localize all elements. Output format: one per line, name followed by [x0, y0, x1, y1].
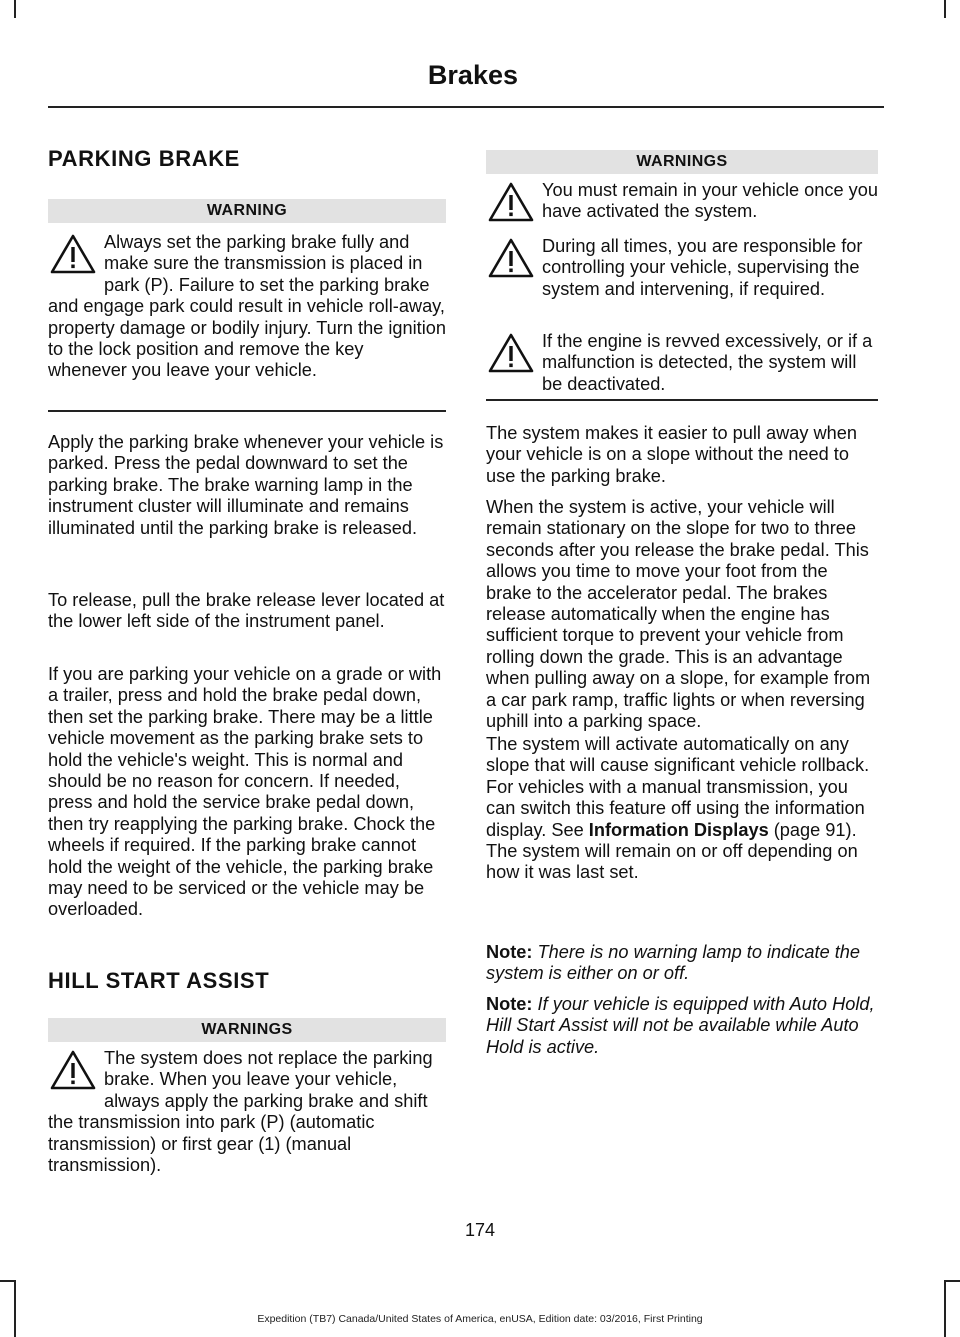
page-number: 174: [464, 1220, 496, 1240]
parking-warning-block: [48, 232, 446, 382]
paragraph: If you are parking your vehicle on a grade or with a trailer, press and hold the brake pedal down, then set the parking brake. There may be a little vehicle movement as the parking brake sets to hold the vehicle's weight. This is normal and should be no reason for concern. If needed, press and hold the service brake pedal down, then try reapplying the parking brake. Chock the wheels if required. If the parking brake cannot hold the weight of the vehicle, the parking brake may need to be serviced or the vehicle may be overloaded.: [48, 664, 442, 920]
crop-mark-bottom-right-h: [944, 1280, 960, 1282]
note-text: There is no warning lamp to indicate the system is either on or off.: [486, 942, 861, 984]
paragraph: When the system is active, your vehicle will remain stationary on the slope for two to three seconds after you release the brake pedal. This allows you time to move your foot from the brake to the accelerator pedal. The brakes release automatically when the engine has sufficient torque to prevent your vehicle from rolling down the grade. This is an advantage when pulling away on a slope, for example from a car park ramp, traffic lights or when reversing uphill into a parking space.: [486, 497, 871, 732]
warnings-bar: WARNINGS: [486, 150, 878, 174]
warning-text: If the engine is revved excessively, or if a malfunction is detected, the system will be deactivated.: [542, 331, 873, 394]
hill-start-assist-heading: HILL START ASSIST: [48, 968, 270, 993]
hill-warning-text: The system does not replace the parking brake. When you leave your vehicle, always apply the parking brake and shift the transmission into park (P) (automatic transmission) or first gear (1) (manual transmission).: [48, 1048, 433, 1176]
note-text: If your vehicle is equipped with Auto Hold, Hill Start Assist will not be available while Auto Hold is active.: [486, 994, 875, 1057]
crop-mark-top-right: [944, 0, 946, 18]
warning-end-rule: [48, 410, 446, 412]
warning-triangle-icon: [486, 331, 536, 375]
warning-triangle-icon: [486, 180, 536, 224]
warnings-bar: WARNINGS: [48, 1018, 446, 1042]
paragraph: Apply the parking brake whenever your vehicle is parked. Press the pedal downward to set the parking brake. The brake warning lamp in the instrument cluster will illuminate and remains illuminated until the parking brake is released.: [48, 432, 444, 538]
paragraph-text: The system will activate automatically on any slope that will cause significant vehicle rollback. For vehicles with a manual transmission, you can switch this feature off using the information display. See: [486, 734, 870, 840]
paragraph: The system makes it easier to pull away when your vehicle is on a slope without the need to use the parking brake.: [486, 423, 857, 486]
paragraph-text: (page 91). The system will remain on or off depending on how it was last set.: [486, 819, 858, 883]
note: [486, 994, 878, 1058]
note-label: Note:: [486, 994, 533, 1014]
warning-triangle-icon: [48, 232, 98, 276]
warning-bar: WARNING: [48, 199, 446, 223]
crop-mark-bottom-left-v: [14, 1280, 16, 1337]
parking-brake-heading: PARKING BRAKE: [48, 146, 240, 171]
warning-text: During all times, you are responsible for controlling your vehicle, supervising the system and intervening, if required.: [542, 236, 863, 299]
warning-item: [486, 331, 878, 395]
warning-item: [486, 180, 878, 224]
information-displays-link[interactable]: Information Displays: [588, 819, 769, 840]
note: [486, 942, 878, 985]
crop-mark-bottom-right-v: [944, 1280, 946, 1337]
paragraph-with-reference: [486, 734, 878, 884]
warning-item: [486, 236, 878, 300]
warning-triangle-icon: [486, 236, 536, 280]
crop-mark-top-left: [14, 0, 16, 18]
header-divider: [48, 106, 884, 108]
warning-triangle-icon: [48, 1048, 98, 1092]
page-footer: Expedition (TB7) Canada/United States of America, enUSA, Edition date: 03/2016, First Printing: [257, 1313, 703, 1325]
hill-warning-block: [48, 1048, 446, 1176]
parking-warning-text: Always set the parking brake fully and make sure the transmission is placed in park (P). Failure to set the parking brake and engage park could result in vehicle roll-away, property damage or bodily injury. Turn the ignition to the lock position and remove the key whenever you leave your vehicle.: [48, 232, 446, 381]
warning-text: You must remain in your vehicle once you have activated the system.: [542, 180, 878, 222]
note-label: Note:: [486, 942, 533, 962]
crop-mark-bottom-left-h: [0, 1280, 16, 1282]
paragraph: To release, pull the brake release lever located at the lower left side of the instrument panel.: [48, 590, 445, 632]
page-header-title: Brakes: [427, 60, 518, 90]
warning-end-rule: [486, 399, 878, 401]
